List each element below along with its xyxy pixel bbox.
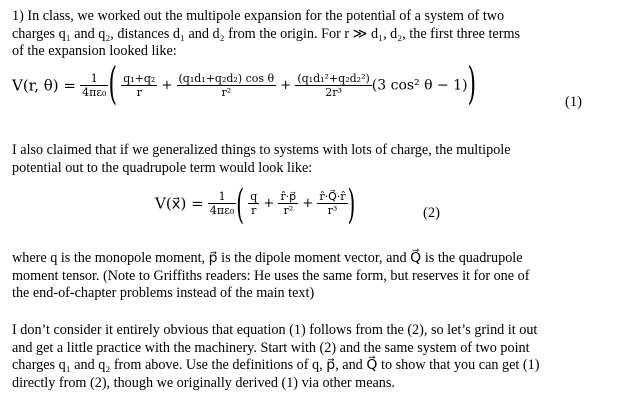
eq1-quadrupole-denominator: 2r³ xyxy=(325,86,342,99)
eq1-dipole-numerator: (q₁d₁+q₂d₂) cos θ xyxy=(178,72,275,85)
eq1-lhs: V(r, θ) = xyxy=(12,76,76,95)
eq2-monopole-term xyxy=(248,190,259,217)
eq1-plus-1: + xyxy=(161,78,173,93)
eq1-close-paren: ) xyxy=(467,60,477,111)
eq2-prefactor xyxy=(208,190,236,217)
eq2-monopole-denominator: r xyxy=(251,204,257,217)
eq2-plus-1: + xyxy=(263,196,275,211)
eq1-plus-2: + xyxy=(280,78,292,93)
eq1-monopole-term xyxy=(121,72,157,99)
paragraph-intro xyxy=(12,8,612,61)
eq2-monopole-numerator: q xyxy=(250,190,258,203)
paragraph-intro-line-2: charges q₁ and q₂, distances d₁ and d₂ from the origin. For r ≫ d₁, d₂, the first three terms xyxy=(12,25,521,42)
eq1-open-paren: ( xyxy=(108,60,118,111)
eq1-dipole-term xyxy=(177,72,277,99)
eq1-quadrupole-term xyxy=(295,72,371,99)
paragraph-generalization xyxy=(12,142,612,177)
eq1-dipole-denominator: r² xyxy=(221,86,232,99)
equation-2-number: (2) xyxy=(423,205,440,221)
equation-2 xyxy=(155,179,356,228)
eq1-prefactor xyxy=(80,72,108,99)
eq1-monopole-denominator: r xyxy=(136,86,142,99)
eq1-angular-factor: (3 cos² θ − 1) xyxy=(371,77,468,94)
paragraph-definitions-line-2: moment tensor. (Note to Griffiths readers: He uses the same form, but reserves it for one of xyxy=(12,267,530,284)
eq2-dipole-numerator: r̂·p⃗ xyxy=(280,190,297,203)
equation-1 xyxy=(12,60,477,111)
eq1-prefactor-numerator: 1 xyxy=(80,72,108,86)
paragraph-generalization-line-2: potential out to the quadrupole term would look like: xyxy=(12,159,313,176)
equation-1-number: (1) xyxy=(565,94,582,110)
eq1-monopole-numerator: q₁+q₂ xyxy=(123,72,156,85)
paragraph-definitions-line-1: where q is the monopole moment, p⃗ is the dipole moment vector, and Q⃗ is the quadrupole xyxy=(12,250,523,266)
eq2-quadrupole-denominator: r³ xyxy=(327,204,338,217)
paragraph-generalization-line-1: I also claimed that if we generalized things to systems with lots of charge, the multipole xyxy=(12,142,511,158)
eq2-prefactor-numerator: 1 xyxy=(208,190,236,204)
eq2-quadrupole-term xyxy=(317,190,347,217)
eq2-quadrupole-numerator: r̂·Q⃗·r̂ xyxy=(319,190,346,203)
eq2-plus-2: + xyxy=(302,196,314,211)
paragraph-task-line-4: directly from (2), though we originally derived (1) via other means. xyxy=(12,374,395,391)
eq1-prefactor-denominator: 4πε₀ xyxy=(82,86,107,99)
eq1-quadrupole-numerator: (q₁d₁²+q₂d₂²) xyxy=(297,72,370,85)
eq2-dipole-term xyxy=(278,190,298,217)
paragraph-intro-line-3: of the expansion looked like: xyxy=(12,43,177,59)
eq2-open-paren: ( xyxy=(236,179,245,228)
paragraph-intro-line-1: 1) In class, we worked out the multipole expansion for the potential of a system of two xyxy=(12,8,505,24)
eq2-dipole-denominator: r² xyxy=(283,204,294,217)
eq2-close-paren: ) xyxy=(347,179,356,228)
paragraph-task-line-1: I don’t consider it entirely obvious that equation (1) follows from the (2), so let’s grind it out xyxy=(12,322,538,338)
paragraph-definitions xyxy=(12,250,612,303)
paragraph-task-line-3: charges q₁ and q₂ from above. Use the definitions of q, p⃗, and Q⃗ to show that you can get (1) xyxy=(12,357,540,373)
paragraph-task-line-2: and get a little practice with the machinery. Start with (2) and the same system of two point xyxy=(12,339,530,356)
paragraph-definitions-line-3: the end-of-chapter problems instead of the main text) xyxy=(12,285,315,301)
eq2-prefactor-denominator: 4πε₀ xyxy=(209,204,235,217)
paragraph-task xyxy=(12,322,612,392)
eq2-lhs: V(x⃗) = xyxy=(155,194,204,213)
